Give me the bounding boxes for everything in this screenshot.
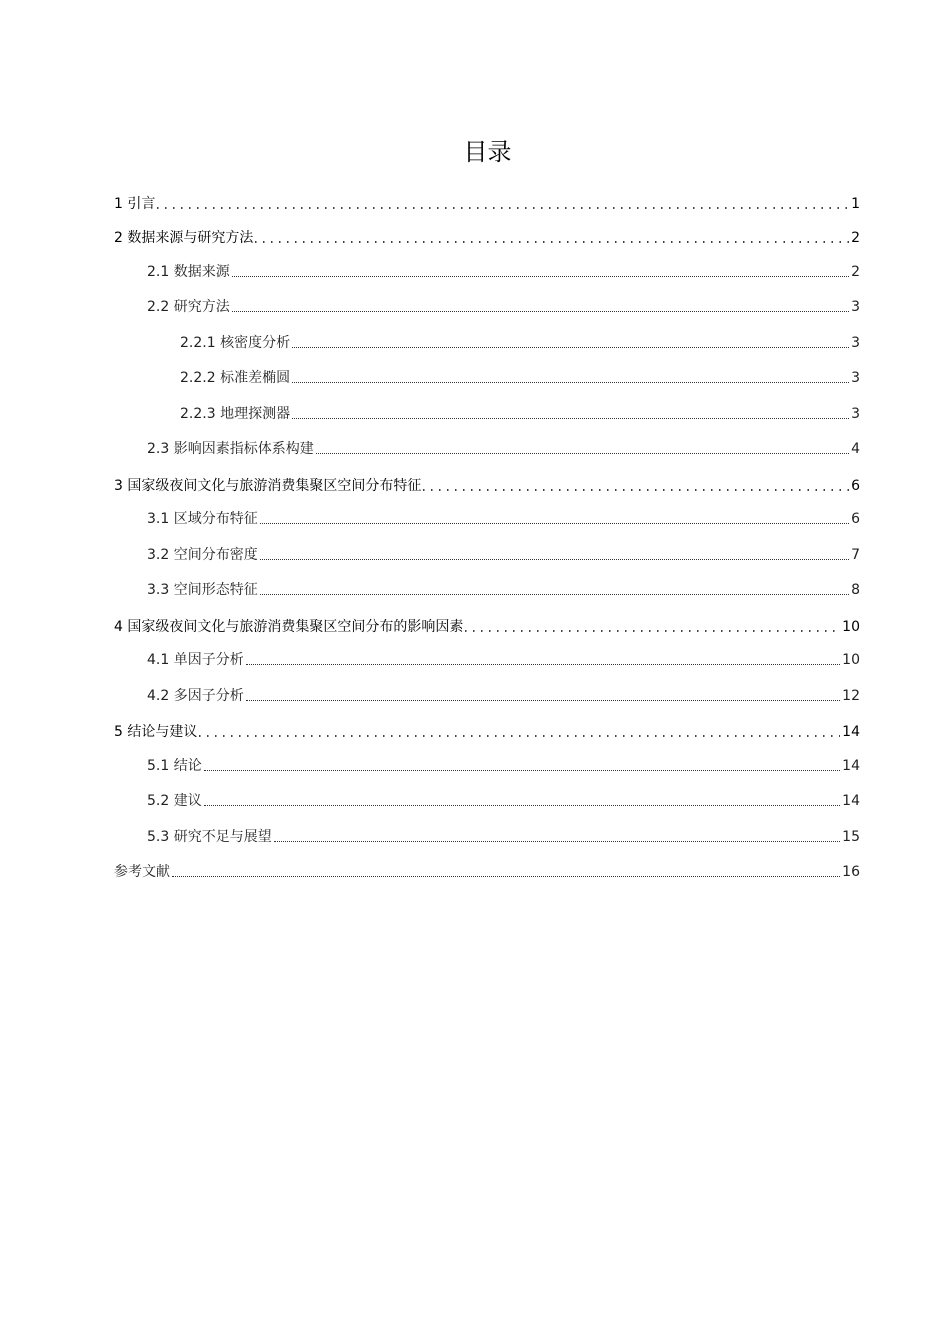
toc-page-number: 14	[842, 793, 860, 809]
dot-leader	[232, 297, 849, 317]
toc-entry[interactable]	[180, 368, 860, 388]
toc-entry[interactable]	[114, 194, 860, 214]
toc-entry[interactable]	[147, 686, 860, 706]
dot-leader	[292, 333, 849, 353]
toc-page-number: 3	[851, 370, 860, 386]
toc-entry-label: 2.2.1 核密度分析	[180, 335, 291, 351]
toc-entry[interactable]	[147, 580, 860, 600]
toc-entry[interactable]	[114, 722, 860, 742]
toc-entry[interactable]	[114, 228, 860, 248]
dot-leader	[292, 368, 849, 388]
toc-entry[interactable]	[114, 617, 860, 637]
toc-entry-label: 4.2 多因子分析	[147, 688, 244, 704]
toc-page-number: 6	[851, 511, 860, 527]
toc-entry-label: 5.1 结论	[147, 758, 202, 774]
toc-page-number: 16	[842, 864, 860, 880]
toc-entry-label: 2.3 影响因素指标体系构建	[147, 441, 314, 457]
toc-entry[interactable]	[147, 545, 860, 565]
dot-leader	[232, 262, 849, 282]
dot-leader	[423, 476, 849, 496]
toc-entry[interactable]	[147, 827, 860, 847]
toc-entry-label: 4 国家级夜间文化与旅游消费集聚区空间分布的影响因素	[114, 619, 464, 635]
toc-entry[interactable]	[147, 439, 860, 459]
toc-page-number: 12	[842, 688, 860, 704]
dot-leader	[246, 650, 840, 670]
toc-entry[interactable]	[147, 650, 860, 670]
toc-title: 目录	[463, 138, 512, 166]
dot-leader	[246, 686, 840, 706]
dot-leader	[204, 756, 840, 776]
toc-entry-label: 5 结论与建议	[114, 724, 198, 740]
dot-leader	[316, 439, 849, 459]
dot-leader	[260, 580, 849, 600]
dot-leader	[172, 862, 840, 882]
toc-entry[interactable]	[147, 297, 860, 317]
toc-page-number: 15	[842, 829, 860, 845]
toc-page-number: 2	[851, 264, 860, 280]
toc-entry-label: 参考文献	[114, 864, 170, 880]
toc-entry-label: 5.3 研究不足与展望	[147, 829, 272, 845]
toc-entry-label: 3 国家级夜间文化与旅游消费集聚区空间分布特征	[114, 478, 422, 494]
toc-page-number: 2	[851, 230, 860, 246]
toc-entry-label: 2 数据来源与研究方法	[114, 230, 254, 246]
toc-entry-label: 3.1 区域分布特征	[147, 511, 258, 527]
toc-entry[interactable]	[147, 509, 860, 529]
toc-page-number: 1	[851, 196, 860, 212]
dot-leader	[199, 722, 840, 742]
toc-page-number: 6	[851, 478, 860, 494]
toc-entry[interactable]	[147, 791, 860, 811]
toc-page-number: 7	[851, 547, 860, 563]
toc-entry[interactable]	[180, 333, 860, 353]
toc-entry-label: 3.2 空间分布密度	[147, 547, 258, 563]
toc-page-number: 8	[851, 582, 860, 598]
toc-page-number: 10	[842, 619, 860, 635]
toc-page-number: 10	[842, 652, 860, 668]
dot-leader	[157, 194, 849, 214]
dot-leader	[274, 827, 840, 847]
toc-page-number: 14	[842, 724, 860, 740]
toc-entry-label: 3.3 空间形态特征	[147, 582, 258, 598]
dot-leader	[204, 791, 840, 811]
toc-entry-label: 2.1 数据来源	[147, 264, 230, 280]
toc-page-number: 3	[851, 406, 860, 422]
dot-leader	[255, 228, 849, 248]
dot-leader	[260, 545, 849, 565]
toc-entry-label: 2.2.3 地理探测器	[180, 406, 291, 422]
toc-page-number: 3	[851, 335, 860, 351]
toc-page-number: 3	[851, 299, 860, 315]
toc-page-number: 14	[842, 758, 860, 774]
toc-entry[interactable]	[114, 476, 860, 496]
toc-entry[interactable]	[147, 756, 860, 776]
toc-entry[interactable]	[180, 404, 860, 424]
dot-leader	[465, 617, 840, 637]
dot-leader	[292, 404, 849, 424]
toc-entry-label: 5.2 建议	[147, 793, 202, 809]
toc-entry-label: 2.2.2 标准差椭圆	[180, 370, 291, 386]
toc-page-number: 4	[851, 441, 860, 457]
toc-entry[interactable]	[147, 262, 860, 282]
toc-entry-label: 4.1 单因子分析	[147, 652, 244, 668]
dot-leader	[260, 509, 849, 529]
toc-entry-label: 1 引言	[114, 196, 156, 212]
toc-entry-references[interactable]	[114, 862, 860, 882]
toc-entry-label: 2.2 研究方法	[147, 299, 230, 315]
